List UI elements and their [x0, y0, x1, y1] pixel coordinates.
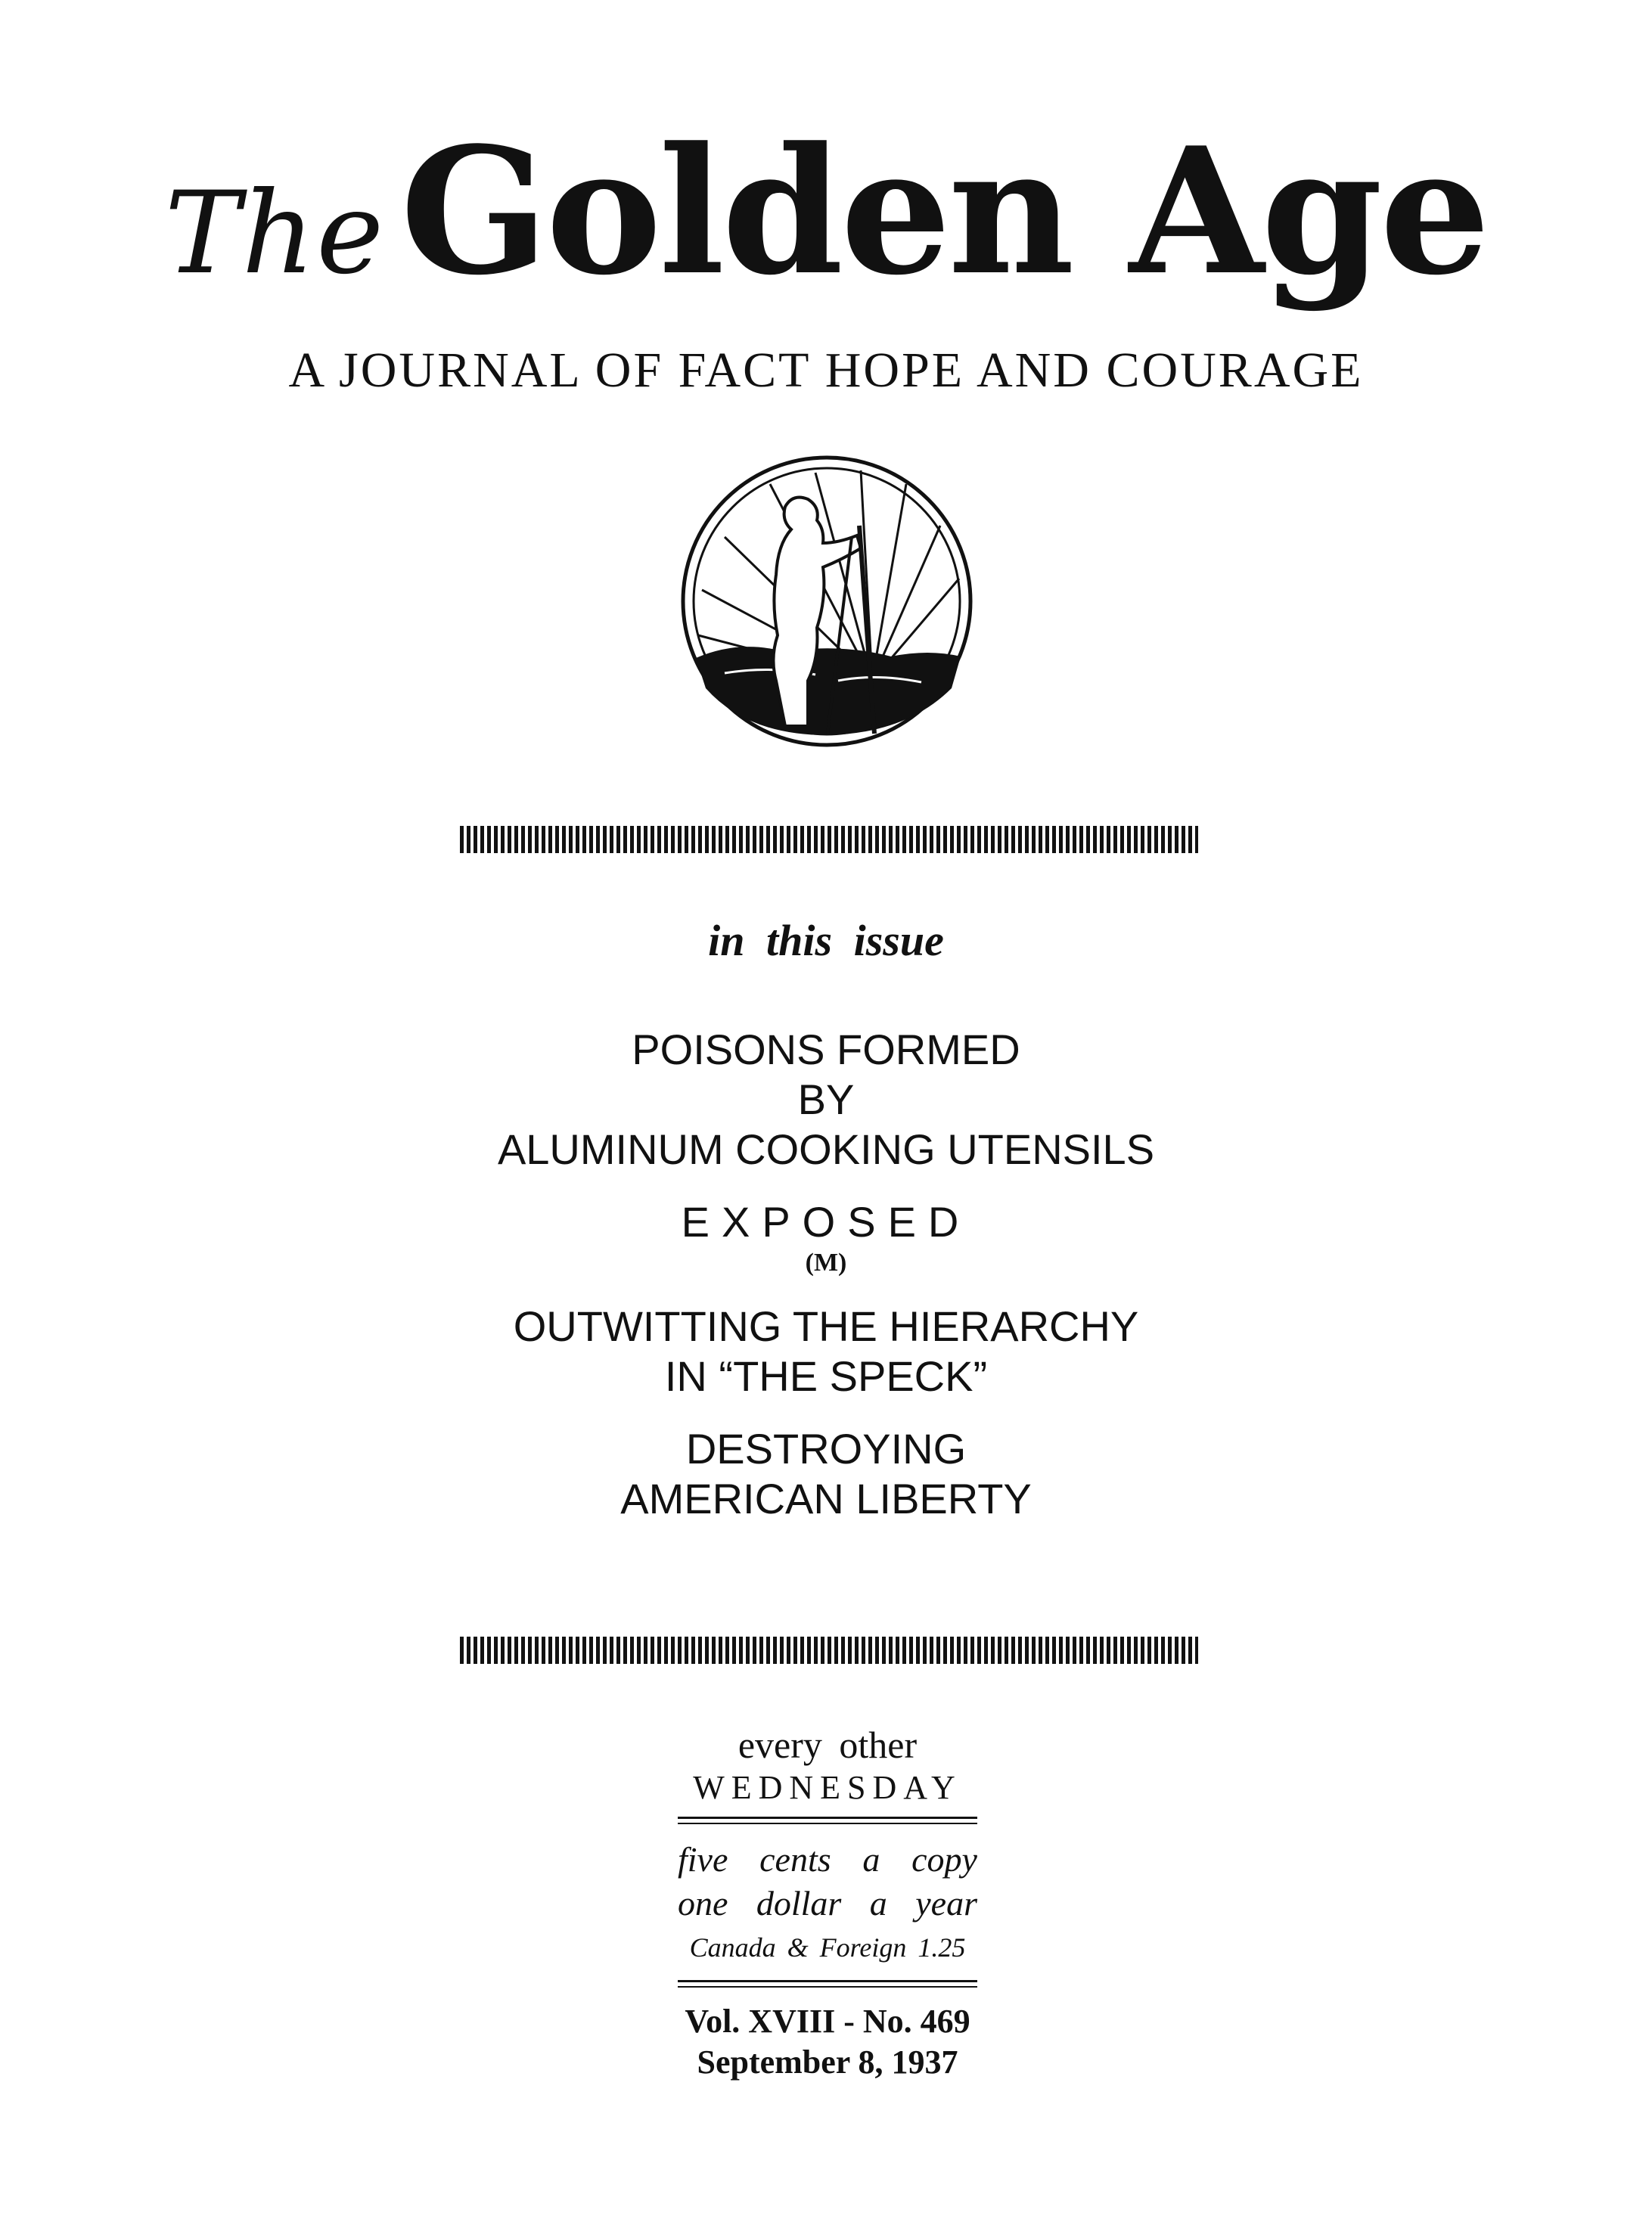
double-rule: [678, 1980, 977, 1988]
issue-contents: [0, 1025, 1652, 1524]
masthead-title: Golden Age: [400, 110, 1488, 314]
price-foreign: Canada & Foreign 1.25: [689, 1932, 966, 1963]
masthead: [0, 110, 1652, 314]
price-year-word: year: [915, 1884, 977, 1923]
schedule-every-other: every other: [738, 1724, 918, 1766]
top-divider-bar: [460, 826, 1198, 853]
sunrise-figure-emblem-icon: [679, 454, 974, 749]
article-poisons-line-3: ALUMINUM COOKING UTENSILS: [497, 1125, 1155, 1173]
price-year-word: a: [869, 1884, 887, 1923]
price-copy-word: a: [862, 1840, 880, 1879]
article-outwitting-line-2: IN “THE SPECK”: [664, 1352, 988, 1400]
price-year-word: dollar: [756, 1884, 842, 1923]
bottom-divider-bar: [460, 1637, 1198, 1664]
double-rule: [678, 1817, 977, 1824]
price-copy-word: cents: [759, 1840, 831, 1879]
article-poisons-line-1: POISONS FORMED: [632, 1026, 1020, 1073]
article-destroying-line-1: DESTROYING: [685, 1425, 967, 1473]
volume-number: Vol. XVIII - No. 469: [685, 2003, 970, 2040]
price-copy-word: five: [678, 1840, 728, 1879]
price-copy-word: copy: [911, 1840, 977, 1879]
issue-date: September 8, 1937: [697, 2044, 958, 2081]
article-exposed: EXPOSED: [681, 1198, 971, 1246]
in-this-issue-label: in this issue: [708, 916, 944, 965]
price-copy-row: [678, 1838, 977, 1882]
article-destroying-line-2: AMERICAN LIBERTY: [620, 1475, 1032, 1522]
schedule-day: WEDNESDAY: [693, 1769, 962, 1806]
masthead-the: The: [164, 168, 386, 299]
article-exposed-tag: (M): [805, 1249, 847, 1277]
price-year-row: [678, 1882, 977, 1926]
price-year-word: one: [678, 1884, 728, 1923]
article-outwitting-line-1: OUTWITTING THE HIERARCHY: [513, 1302, 1139, 1350]
masthead-subtitle: A JOURNAL OF FACT HOPE AND COURAGE: [288, 343, 1364, 398]
publication-info: [678, 1723, 977, 2083]
article-poisons-line-2: BY: [797, 1075, 855, 1123]
